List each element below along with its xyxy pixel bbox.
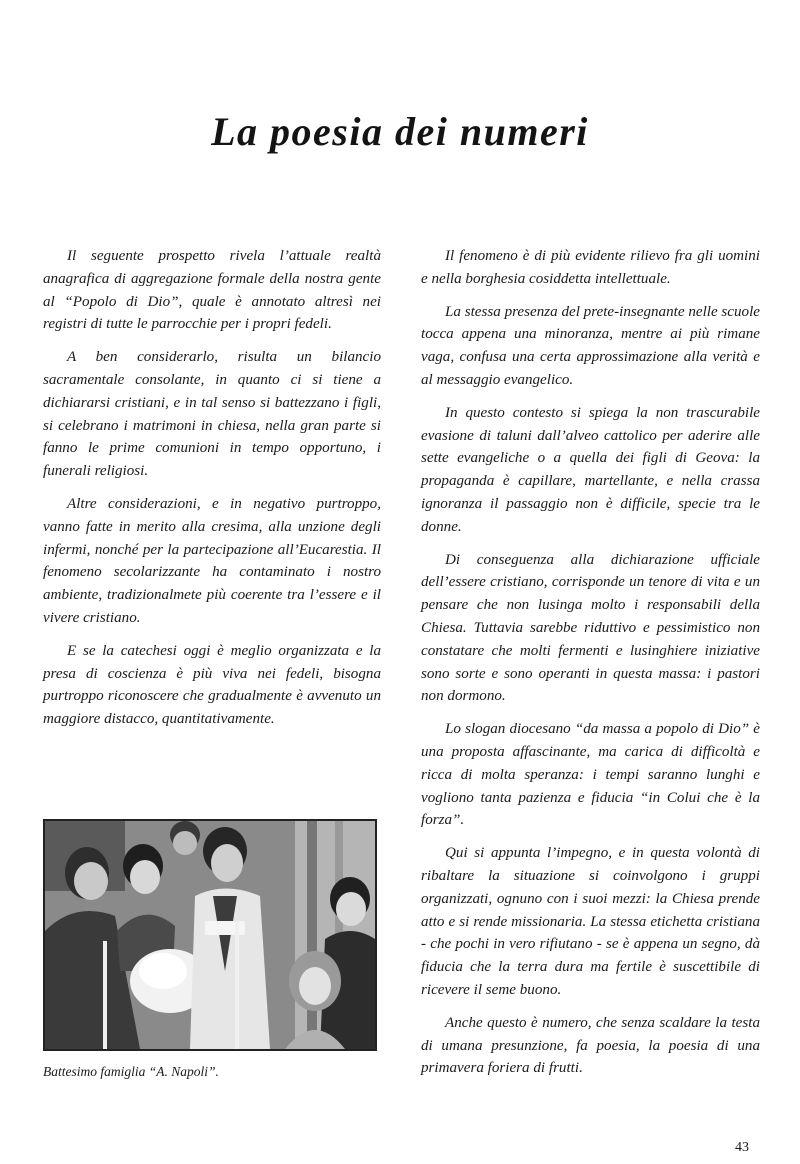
paragraph: Di conseguenza alla dichiarazione ufficiale dell’essere cristiano, corrisponde un tenore di vita e un pensare che non lusinga molto i responsabili della Chiesa. Tuttavia sarebbe riduttivo e pessimistico non constatare che molti fermenti e lusinghiere iniziative sono sorte e sono operanti in questa massa: i pastori non dormono. bbox=[421, 551, 760, 705]
paragraph: E se la catechesi oggi è meglio organizzata e la presa di coscienza è più viva nei fedeli, bisogna purtroppo riconoscere che gradualmente è avvenuto un maggiore distacco, quantitativamente. bbox=[43, 642, 381, 728]
page-number: 43 bbox=[735, 1140, 749, 1155]
paragraph: Altre considerazioni, e in negativo purtroppo, vanno fatte in merito alla cresima, alla unzione degli infermi, nonché per la partecipazione all’Eucarestia. Il fenomeno secolarizzante ha contaminato i nostro ambiente, tradizionalmete più coerente tra l’essere e il vivere cristiano. bbox=[43, 495, 381, 626]
paragraph: Il fenomeno è di più evidente rilievo fra gli uomini e nella borghesia cosiddetta intellettuale. bbox=[421, 248, 760, 287]
paragraph: A ben considerarlo, risulta un bilancio sacramentale consolante, in quanto ci si tiene a dichiararsi cristiani, e in tal senso si battezzano i figli, si celebrano i matrimoni in chiesa, nella gran parte si fanno le prime comunioni in tempo opportuno, i funerali religiosi. bbox=[43, 349, 381, 480]
page-title: La poesia dei numeri bbox=[211, 109, 589, 154]
paragraph: Anche questo è numero, che senza scaldare la testa di umana presunzione, fa poesia, la poesia di una primavera foriera di frutti. bbox=[421, 1014, 760, 1077]
paragraph: Lo slogan diocesano “da massa a popolo di Dio” è una proposta affascinante, ma carica di difficoltà e ricca di molta speranza: i tempi saranno lunghi e vogliono tanta pazienza e fiducia “in Colui che è la forza”. bbox=[421, 721, 760, 829]
paragraph: In questo contesto si spiega la non trascurabile evasione di taluni dall’alveo cattolico per aderire alle sette evangeliche o a quella dei figli di Geova: la propaganda è capillare, martellante, e nella crassa ignoranza il passaggio non è difficile, specie tra le donne. bbox=[421, 404, 760, 535]
baptism-photo bbox=[43, 819, 377, 1051]
photo-caption: Battesimo famiglia “A. Napoli”. bbox=[43, 1064, 219, 1079]
paragraph: Qui si appunta l’impegno, e in questa volontà di ribaltare la situazione si coinvolgono i gruppi organizzati, ognuno con i suoi mezzi: la Chiesa prende atto e si rende missionaria. La stessa etichetta cristiana - che pochi in vero rifiutano - se è appena un segno, dà fiducia che la terra dura ma fertile è suscettibile di ricevere il seme buono. bbox=[421, 845, 760, 998]
photo-illustration bbox=[45, 821, 375, 1049]
paragraph: Il seguente prospetto rivela l’attuale realtà anagrafica di aggregazione formale della nostra gente al “Popolo di Dio”, quale è annotato altresì nei registri di tutte le parrocchie per i propri fedeli. bbox=[43, 248, 381, 333]
left-column bbox=[43, 245, 381, 741]
paragraph: La stessa presenza del prete-insegnante nelle scuole tocca appena una minoranza, mentre ai più rimane vaga, confusa una certa approssimazione alla verità e al messaggio evangelico. bbox=[421, 303, 760, 388]
right-column bbox=[421, 245, 760, 1090]
